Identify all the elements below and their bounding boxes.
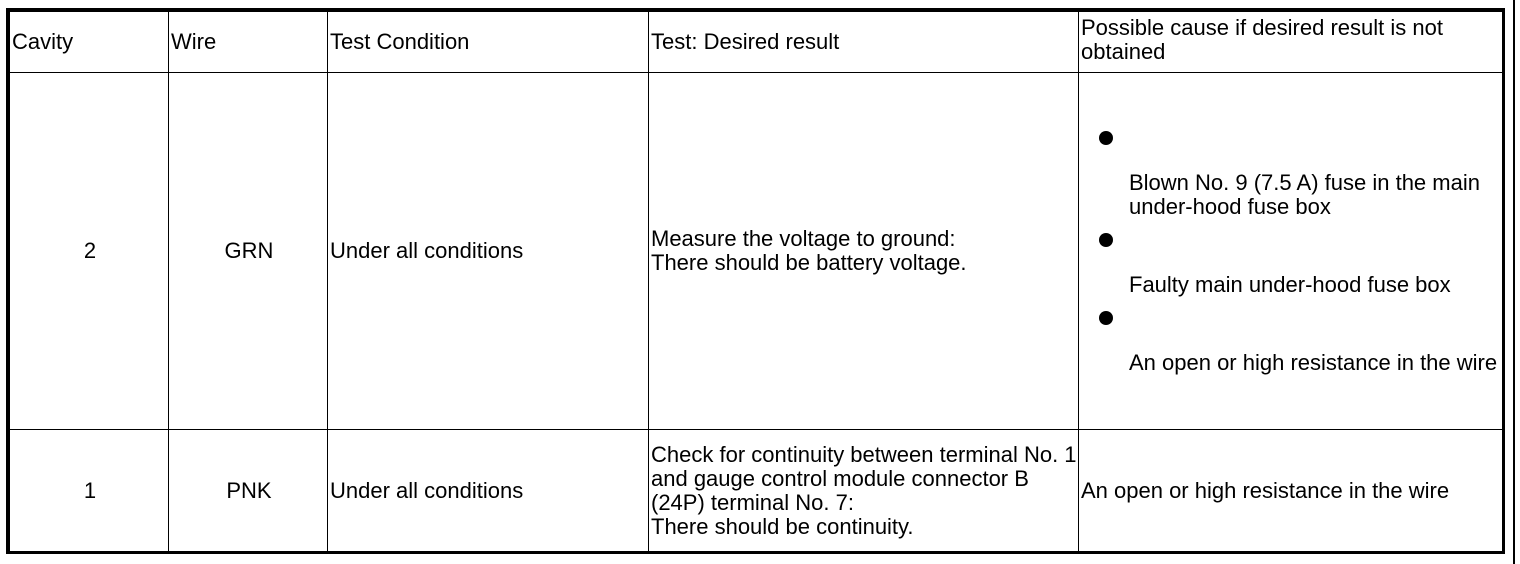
cell-desired-result [649,73,1079,430]
desired-result-line: Measure the voltage to ground: [651,226,956,251]
cell-desired-result [649,430,1079,552]
cell-cavity: 1 [10,430,169,552]
cell-possible-causes [1079,73,1503,430]
cause-text: An open or high resistance in the wire [1129,350,1498,375]
table-row [10,430,1503,552]
desired-result-line: Check for continuity between terminal No. 1 and gauge control module connector B (24P) terminal No. 7: [651,441,1077,515]
cause-list [1081,127,1502,375]
header-possible-cause: Possible cause if desired result is not obtained [1079,12,1503,73]
cause-item [1081,307,1502,375]
bullet-icon [1099,233,1113,247]
cell-test-condition: Under all conditions [328,430,649,552]
cell-possible-cause: An open or high resistance in the wire [1079,430,1503,552]
troubleshooting-table [9,11,1503,552]
header-desired-result: Test: Desired result [649,12,1079,73]
bullet-icon [1099,131,1113,145]
bullet-icon [1099,311,1113,325]
cause-item [1081,229,1502,307]
header-cavity: Cavity [10,12,169,73]
table-header-row [10,12,1503,73]
header-test-condition: Test Condition [328,12,649,73]
cell-cavity: 2 [10,73,169,430]
page-edge-rule [1513,0,1515,564]
cell-test-condition: Under all conditions [328,73,649,430]
cell-wire: PNK [169,430,328,552]
cause-item [1081,127,1502,229]
cause-text: Faulty main under-hood fuse box [1129,272,1451,297]
cell-wire: GRN [169,73,328,430]
header-wire: Wire [169,12,328,73]
cause-text: Blown No. 9 (7.5 A) fuse in the main under-hood fuse box [1129,170,1480,219]
troubleshooting-table-frame [6,8,1505,554]
table-row [10,73,1503,430]
desired-result-line: There should be continuity. [651,513,914,539]
desired-result-line: There should be battery voltage. [651,250,967,275]
